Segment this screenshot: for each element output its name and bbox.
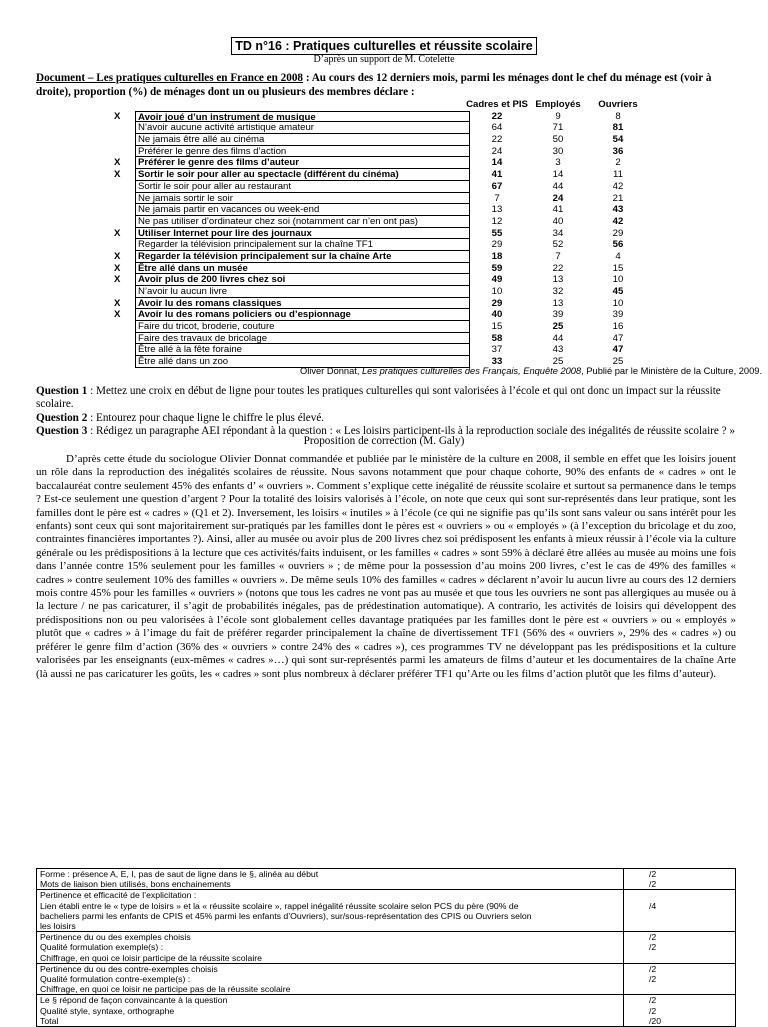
row-value: 47: [612, 344, 624, 356]
column-header-employes: Employés: [535, 99, 581, 110]
grading-points: [624, 995, 735, 1026]
row-label: N’avoir lu aucun livre: [135, 286, 470, 298]
grading-criteria: [37, 995, 624, 1026]
row-value: 33: [491, 356, 503, 368]
grading-row: [37, 932, 735, 964]
row-label: Faire du tricot, broderie, couture: [135, 321, 470, 333]
grading-criteria: [37, 890, 624, 931]
cross-mark: X: [114, 227, 121, 239]
points-value: [649, 890, 735, 900]
row-label: Préférer le genre des films d’action: [135, 146, 470, 158]
question-2: [36, 412, 736, 425]
row-value: 39: [612, 309, 624, 321]
points-value: [649, 911, 735, 921]
row-label: N’avoir aucune activité artistique amateur: [135, 122, 470, 134]
row-value: 42: [612, 215, 624, 227]
row-value: 58: [491, 332, 503, 344]
row-label: Être allé dans un musée: [135, 263, 470, 275]
row-value: 30: [552, 145, 564, 157]
points-value: /4: [649, 900, 657, 911]
row-value: 9: [555, 110, 561, 122]
criteria-line: Pertinence du ou des exemples choisis: [40, 932, 191, 943]
row-value: 11: [613, 169, 623, 181]
points-value: /2: [649, 1005, 657, 1016]
row-value: 29: [491, 297, 503, 309]
row-value: 43: [612, 204, 624, 216]
grading-row: [37, 890, 735, 932]
row-value: 49: [491, 274, 503, 286]
row-value: 44: [552, 180, 564, 192]
question-3-text: : Rédigez un paragraphe AEI répondant à la question : « Les loisirs participent-ils à la reproduction sociale des inégalités de réussite scolaire ? »: [87, 425, 736, 438]
row-value: 3: [555, 157, 561, 169]
cross-mark: X: [114, 110, 121, 122]
cross-mark: X: [114, 262, 121, 274]
row-label: Ne jamais être allé au cinéma: [135, 134, 470, 146]
row-value: 18: [491, 250, 503, 262]
row-value: 42: [612, 180, 624, 192]
row-label: Sortir le soir pour aller au spectacle (différent du cinéma): [135, 169, 470, 181]
points-value: /2: [649, 963, 657, 974]
row-value: 36: [612, 145, 624, 157]
criteria-line: Chiffrage, en quoi ce loisir ne participe pas de la réussite scolaire: [40, 984, 291, 995]
source-title: Les pratiques culturelles des Français, Enquête 2008: [362, 366, 582, 376]
criteria-line: Pertinence du ou des contre-exemples choisis: [40, 963, 218, 974]
criteria-line: Qualité style, syntaxe, orthographe: [40, 1005, 175, 1016]
row-value: 59: [491, 262, 503, 274]
question-3-label: Question 3: [36, 425, 88, 438]
grading-points: [624, 932, 735, 963]
criteria-line: les loisirs: [40, 921, 76, 932]
row-value: 4: [615, 250, 621, 262]
table-source: [300, 366, 762, 376]
page-subtitle: D’après un support de M. Cotelette: [313, 54, 455, 65]
row-value: 41: [491, 169, 503, 181]
row-value: 7: [494, 192, 500, 204]
points-value: [649, 953, 735, 963]
row-value: 32: [552, 286, 564, 297]
row-value: 29: [491, 239, 503, 251]
row-value: 25: [612, 356, 624, 368]
row-value: 29: [612, 227, 624, 239]
row-value: 14: [491, 157, 503, 169]
essay-paragraph: D’après cette étude du sociologue Olivier Donnat commandée et publiée par le ministère de la culture en 2008, il semble en effet que les loisirs jouent un rôle dans la reproduction des inégalités scolaires de réussite. Nous savons notamment que pour chaque cohorte, 90% des enfants de « cadres » ont le baccalauréat contre seulement 45% des enfants d’ « ouvriers ». Comment s’explique cette inégalité de réussite scolaire et surtout sa permanence dans le temps ? Est-ce seulement une question d’argent ? Pour la totalité des loisirs valorisés à l’école, on note que ceux qui sont sur-représentés dans leur pratique, sont les familles dont le père est « cadres » (Q1 et 2). Inversement, les loisirs « inutiles » à l’école (ce qui ne signifie pas qu’ils sont sans valeur ou sans intérêt pour les enfants) sont ceux qui sont majoritairement sur-pratiqués par les familles dont le pères est « ouvriers » ou « employés » (à l’exception du bricolage et du zoo, contraintes financières importantes ?). Ainsi, aller au musée ou avoir plus de 200 livres chez soi prédisposent les enfants à mieux réussir à l’école via la culture générale ou les prédispositions à la lecture que ces activités/faits induisent, or les familles « cadres » sont 59% à déclaré être allées au musée au moins une fois dans l’année contre 15% seulement pour les familles « ouvriers » ; de même pour la possession d’au moins 200 livres, c’est le cas de 49% des familles « cadres » contre seulement 10% des familles « ouvriers ». De même seuls 10% des familles « cadres » déclarent n’avoir lu aucun livre au cours des 12 derniers mois contre 45% pour les familles « ouvriers » (notons que tous les cadres ne vont pas au musée et que tous les ouvriers ne sont pas allergiques au musée ou à la lecture / ne pas caricaturer, il s’agit de probabilités inégales, pas de prédestination automatique). A contrario, les activités de loisirs qui développent des prédispositions non ou peu valorisées à l’école sont globalement celles davantage pratiquées par les familles dont le père est « ouvriers » ou « employés » plutôt que « cadres » à l’image du fait de préférer regarder principalement la chaîne de divertissement TF1 (56% des « ouvriers », 29% des « cadres ») ou préférer le genre film d’action (36% des « ouvriers » contre 24% des « cadres »), ces programmes TV ne développant pas les prédispositions et la culture valorisées par les enseignants (eux-mêmes « cadres »…) qui sont sur-représentés parmi les amateurs de films d’auteur et les documentaires de la chaîne Arte (là aussi ne pas caricaturer les goûts, les « cadres » sont plus nombreux à déclarer préférer TF1 qu’Arte ou les films d’action plutôt que les films d’auteur).: [36, 453, 736, 680]
row-value: 64: [491, 122, 503, 134]
row-value: 56: [612, 239, 624, 251]
row-value: 13: [552, 274, 564, 286]
question-1-text: : Mettez une croix en début de ligne pour toutes les pratiques culturelles qui sont valorisées à l’école et qui ont donc un impact sur la réussite scolaire.: [36, 385, 721, 411]
question-2-label: Question 2: [36, 411, 88, 424]
criteria-line: Qualité formulation contre-exemple(s) :: [40, 974, 191, 985]
row-value: 22: [552, 262, 564, 274]
points-value: /2: [649, 942, 657, 953]
row-label: Faire des travaux de bricolage: [135, 333, 470, 345]
cross-mark: X: [114, 297, 121, 309]
points-value: /2: [649, 974, 657, 985]
points-value: /2: [649, 869, 657, 879]
grading-criteria: [37, 964, 624, 995]
source-publisher: , Publié par le Ministère de la Culture, 2009.: [581, 366, 763, 376]
points-value: /2: [649, 995, 657, 1006]
row-label: Utiliser Internet pour lire des journaux: [135, 228, 470, 240]
criteria-line: Pertinence et efficacité de l’explicitation :: [40, 890, 197, 901]
row-value: 54: [612, 134, 624, 146]
row-value: 67: [491, 180, 503, 192]
criteria-line: Lien établi entre le « type de loisirs » et la « réussite scolaire », rappel inégalité réussite scolaire selon PCS du père (90% de: [40, 900, 519, 911]
row-value: 22: [491, 134, 503, 146]
source-author: Oliver Donnat,: [300, 366, 363, 376]
criteria-line: Le § répond de façon convaincante à la question: [40, 995, 228, 1006]
row-value: 10: [612, 297, 624, 309]
row-value: 81: [612, 122, 624, 134]
title-wrap: [0, 37, 768, 55]
row-value: 2: [615, 157, 621, 169]
row-label: Être allé dans un zoo: [135, 356, 470, 368]
row-label: Regarder la télévision principalement sur la chaîne TF1: [135, 239, 470, 251]
question-2-text: : Entourez pour chaque ligne le chiffre le plus élevé.: [87, 411, 325, 424]
row-value: 25: [552, 356, 564, 368]
document-heading-title: Document – Les pratiques culturelles en France en 2008: [36, 72, 304, 84]
row-value: 71: [552, 122, 564, 134]
cross-mark: X: [114, 250, 121, 262]
row-value: 12: [491, 215, 503, 227]
points-value: [649, 921, 735, 931]
points-value: /2: [649, 879, 657, 890]
row-value: 40: [552, 215, 564, 227]
cross-mark: X: [114, 169, 121, 181]
points-value: /2: [649, 932, 657, 943]
row-value: 10: [491, 286, 503, 297]
row-label: Être allé à la fête foraine: [135, 344, 470, 356]
grading-row: [37, 964, 735, 996]
row-value: 55: [491, 227, 503, 239]
question-1: [36, 385, 736, 412]
row-value: 43: [552, 344, 564, 356]
criteria-line: Total: [40, 1015, 59, 1026]
row-label: Avoir joué d’un instrument de musique: [135, 111, 470, 123]
column-header-ouvriers: Ouvriers: [598, 99, 638, 110]
row-value: 8: [615, 110, 621, 122]
row-value: 15: [491, 321, 503, 333]
criteria-line: Mots de liaison bien utilisés, bons enchainements: [40, 879, 231, 890]
row-label: Regarder la télévision principalement sur la chaîne Arte: [135, 251, 470, 263]
row-value: 25: [552, 321, 564, 333]
grading-points: [624, 890, 735, 931]
row-value: 44: [552, 332, 564, 344]
row-label: Avoir plus de 200 livres chez soi: [135, 274, 470, 286]
cross-mark: X: [114, 157, 121, 169]
row-value: 16: [612, 321, 624, 333]
row-value: 10: [612, 274, 624, 286]
row-value: 13: [491, 204, 503, 216]
criteria-line: Chiffrage, en quoi ce loisir participe de la réussite scolaire: [40, 952, 262, 963]
row-value: 39: [552, 309, 564, 321]
row-value: 24: [552, 192, 564, 204]
criteria-line: Qualité formulation exemple(s) :: [40, 942, 164, 953]
question-1-label: Question 1: [36, 385, 88, 397]
criteria-line: bacheliers parmi les enfants de CPIS et 45% parmi les enfants d’Ouvriers), sur/sous-représentation des CPIS ou Ouvriers selon: [40, 910, 532, 921]
row-label: Ne jamais sortir le soir: [135, 193, 470, 205]
row-value: 41: [552, 204, 564, 216]
row-value: 14: [552, 169, 564, 181]
grading-grid: [36, 868, 736, 1027]
criteria-line: Forme : présence A, E, I, pas de saut de ligne dans le §, alinéa au début: [40, 869, 319, 879]
questions-block: [36, 385, 736, 439]
grading-points: [624, 869, 735, 889]
row-value: 50: [552, 134, 564, 146]
grading-points: [624, 964, 735, 995]
points-value: [649, 984, 735, 994]
page-title: TD n°16 : Pratiques culturelles et réussite scolaire: [231, 37, 536, 55]
row-value: 40: [491, 309, 503, 321]
grading-criteria: [37, 869, 624, 889]
row-value: 37: [491, 344, 503, 356]
grading-row: [37, 995, 735, 1026]
row-value: 21: [612, 192, 624, 204]
row-value: 22: [491, 110, 503, 122]
grading-criteria: [37, 932, 624, 963]
row-label: Avoir lu des romans classiques: [135, 298, 470, 310]
cross-mark: X: [114, 309, 121, 321]
cross-mark: X: [114, 274, 121, 286]
row-value: 47: [612, 332, 624, 344]
row-value: 24: [491, 145, 503, 157]
row-value: 15: [612, 262, 624, 274]
row-value: 34: [552, 227, 564, 239]
document-heading-text: : Au cours des 12 derniers mois, parmi les ménages dont le chef du ménage est (voir à droite), proportion (%) de ménages dont un ou plusieurs des membres déclare :: [36, 72, 712, 98]
grading-row: [37, 869, 735, 890]
row-value: 45: [612, 286, 624, 297]
row-label: Préférer le genre des films d’auteur: [135, 157, 470, 169]
row-value: 13: [552, 297, 564, 309]
row-value: 7: [555, 250, 561, 262]
row-label: Ne jamais partir en vacances ou week-end: [135, 204, 470, 216]
proposition-title: Proposition de correction (M. Galy): [303, 435, 465, 447]
row-label: Ne pas utiliser d’ordinateur chez soi (notamment car n’en ont pas): [135, 216, 470, 228]
column-header-cadres: Cadres et PIS: [466, 99, 528, 110]
row-value: 52: [552, 239, 564, 251]
row-label: Avoir lu des romans policiers ou d’espionnage: [135, 309, 470, 321]
points-value: /20: [649, 1015, 662, 1026]
document-heading: [36, 72, 736, 99]
row-label: Sortir le soir pour aller au restaurant: [135, 181, 470, 193]
